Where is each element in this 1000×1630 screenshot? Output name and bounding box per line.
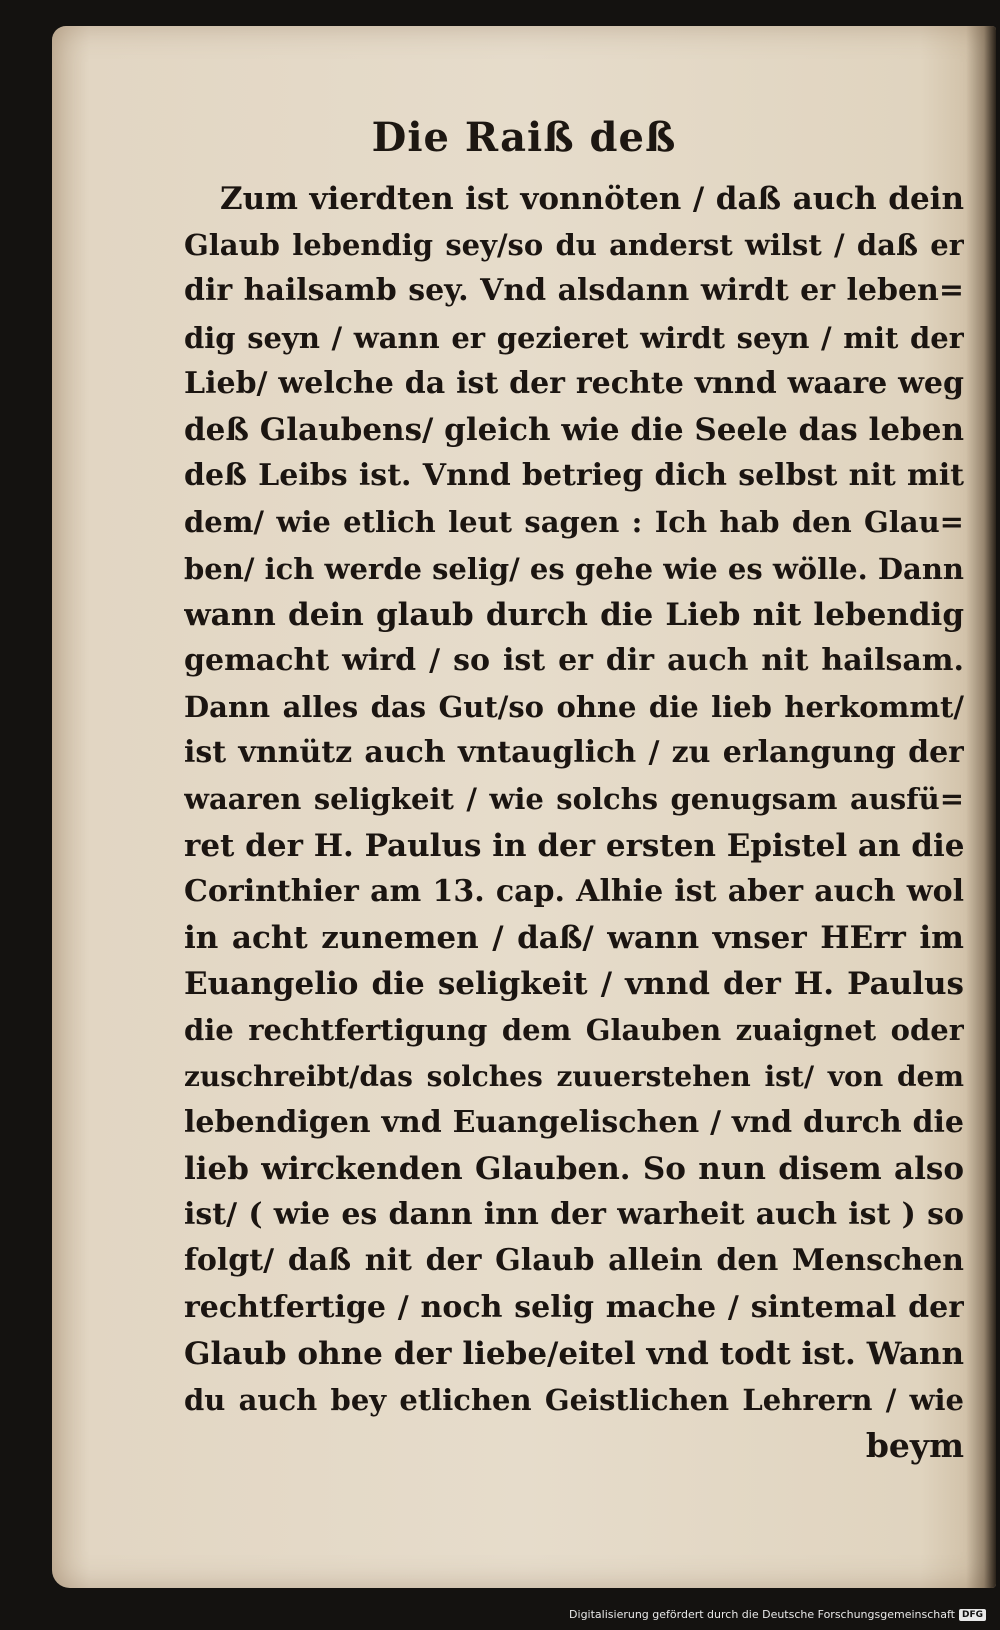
text-line: dir hailsamb sey. Vnd alsdann wirdt er leben=: [184, 273, 964, 309]
text-line: dem/ wie etlich leut sagen : Ich hab den Glau=: [184, 505, 964, 540]
text-line: rechtfertige / noch selig mache / sintemal der: [184, 1289, 964, 1325]
text-line: deß Leibs ist. Vnnd betrieg dich selbst nit mit: [184, 458, 964, 494]
text-line: gemacht wird / so ist er dir auch nit hailsam.: [184, 642, 964, 678]
text-block: [184, 176, 964, 1469]
text-line: lebendigen vnd Euangelischen / vnd durch die: [184, 1104, 964, 1140]
text-line: deß Glaubens/ gleich wie die Seele das leben: [184, 411, 964, 448]
dfg-logo: DFG: [959, 1609, 986, 1621]
book-page: [52, 26, 996, 1588]
text-line: ist/ ( wie es dann inn der warheit auch ist ) so: [184, 1197, 964, 1233]
running-head: Die Raiß deß: [371, 114, 677, 161]
text-line: die rechtfertigung dem Glauben zuaignet oder: [184, 1013, 964, 1048]
text-line: ret der H. Paulus in der ersten Epistel an die: [184, 827, 964, 864]
text-line: dig seyn / wann er gezieret wirdt seyn / mit der: [184, 320, 964, 355]
text-line: ben/ ich werde selig/ es gehe wie es wölle. Dann: [184, 551, 964, 586]
text-line: Lieb/ welche da ist der rechte vnnd waare weg: [184, 365, 964, 401]
text-line: Euangelio die seligkeit / vnnd der H. Paulus: [184, 966, 964, 1003]
text-line: zuschreibt/das solches zuuerstehen ist/ von dem: [184, 1059, 964, 1093]
text-line: folgt/ daß nit der Glaub allein den Menschen: [184, 1243, 964, 1279]
catchword: beym: [865, 1426, 964, 1466]
footer-credit: [569, 1608, 986, 1621]
text-line: wann dein glaub durch die Lieb nit lebendig: [184, 596, 964, 633]
text-line: ist vnnütz auch vntauglich / zu erlangung der: [184, 735, 964, 771]
text-line: lieb wirckenden Glauben. So nun disem also: [184, 1150, 964, 1187]
text-line: in acht zunemen / daß/ wann vnser HErr im: [184, 920, 964, 956]
text-line: Glaub lebendig sey/so du anderst wilst / daß er: [184, 228, 964, 263]
text-line: waaren seligkeit / wie solchs genugsam ausfü=: [184, 782, 964, 817]
text-line: Glaub ohne der liebe/eitel vnd todt ist. Wann: [184, 1335, 964, 1372]
page-edge-shadow: [966, 26, 996, 1588]
footer-text: Digitalisierung gefördert durch die Deutsche Forschungsgemeinschaft: [569, 1608, 955, 1621]
text-line: Zum vierdten ist vonnöten / daß auch dein: [220, 181, 964, 217]
text-line: Dann alles das Gut/so ohne die lieb herkommt/: [184, 690, 964, 725]
text-line: du auch bey etlichen Geistlichen Lehrern / wie: [184, 1382, 964, 1417]
text-line: Corinthier am 13. cap. Alhie ist aber auch wol: [184, 873, 964, 909]
